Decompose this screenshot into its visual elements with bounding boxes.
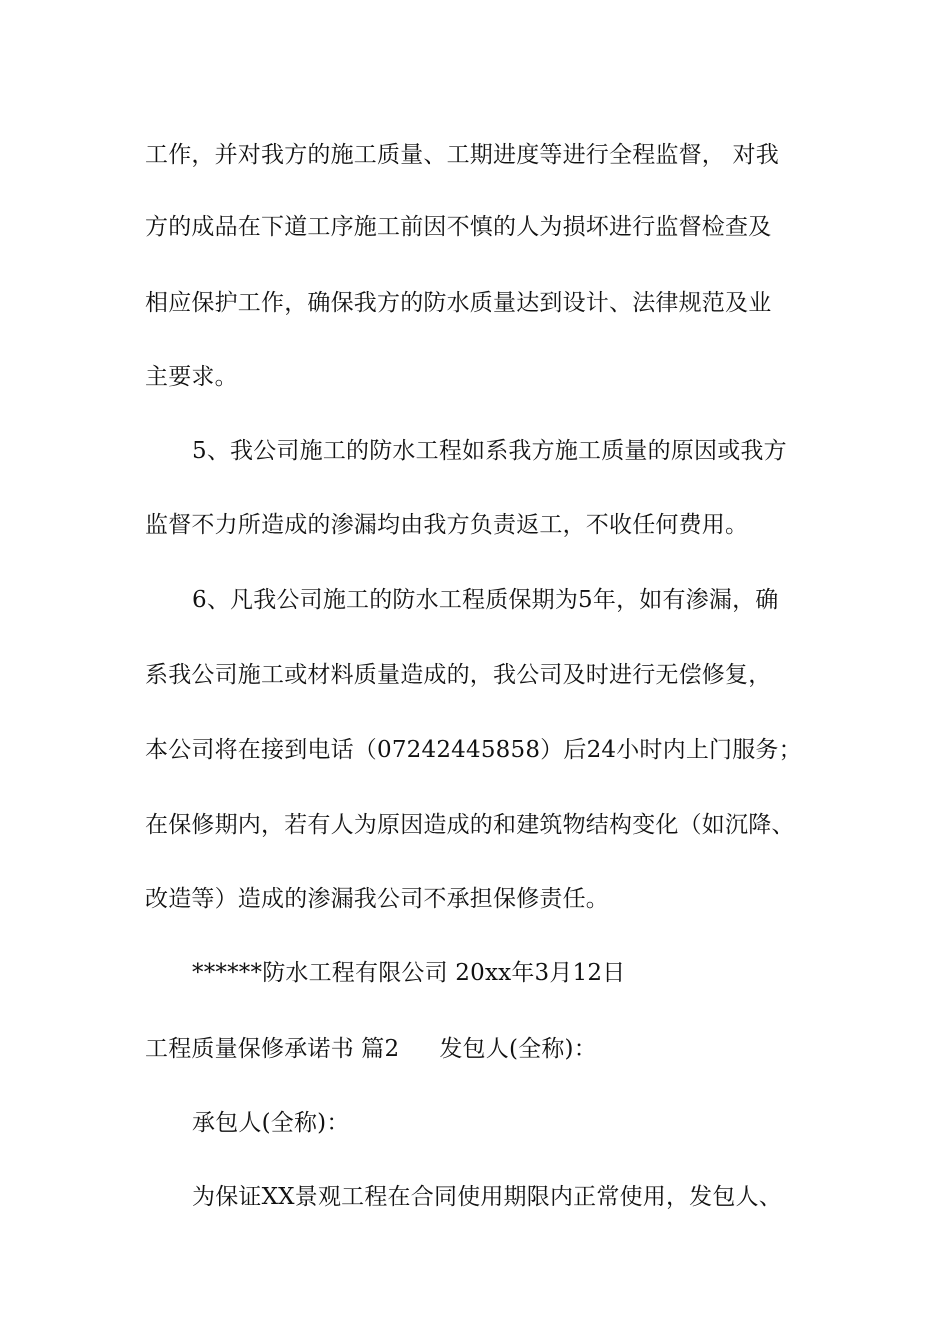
paragraph-line: 为保证XX景观工程在合同使用期限内正常使用，发包人、 [192, 1184, 782, 1210]
section-title: 工程质量保修承诺书 篇2 [145, 1036, 400, 1062]
clause-5-line: 5、我公司施工的防水工程如系我方施工质量的原因或我方 [192, 438, 787, 464]
paragraph-line: 系我公司施工或材料质量造成的，我公司及时进行无偿修复， [145, 662, 772, 688]
paragraph-line: 方的成品在下道工序施工前因不慎的人为损坏进行监督检查及 [145, 214, 772, 240]
paragraph-line: 相应保护工作，确保我方的防水质量达到设计、法律规范及业 [145, 290, 772, 316]
paragraph-line: 本公司将在接到电话（07242445858）后24小时内上门服务； [145, 737, 802, 763]
paragraph-line: 工作，并对我方的施工质量、工期进度等进行全程监督， 对我 [145, 142, 779, 168]
paragraph-line: 主要求。 [145, 364, 238, 390]
paragraph-line: 改造等）造成的渗漏我公司不承担保修责任。 [145, 886, 609, 912]
signature-line: ******防水工程有限公司 20xx年3月12日 [192, 960, 626, 986]
paragraph-line: 监督不力所造成的渗漏均由我方负责返工，不收任何费用。 [145, 512, 749, 538]
section-heading-line [145, 1034, 845, 1064]
clause-6-line: 6、凡我公司施工的防水工程质保期为5年，如有渗漏，确 [192, 587, 779, 613]
employer-field: 发包人(全称)： [439, 1036, 597, 1062]
contractor-field: 承包人(全称)： [192, 1110, 350, 1136]
paragraph-line: 在保修期内，若有人为原因造成的和建筑物结构变化（如沉降、 [145, 812, 795, 838]
